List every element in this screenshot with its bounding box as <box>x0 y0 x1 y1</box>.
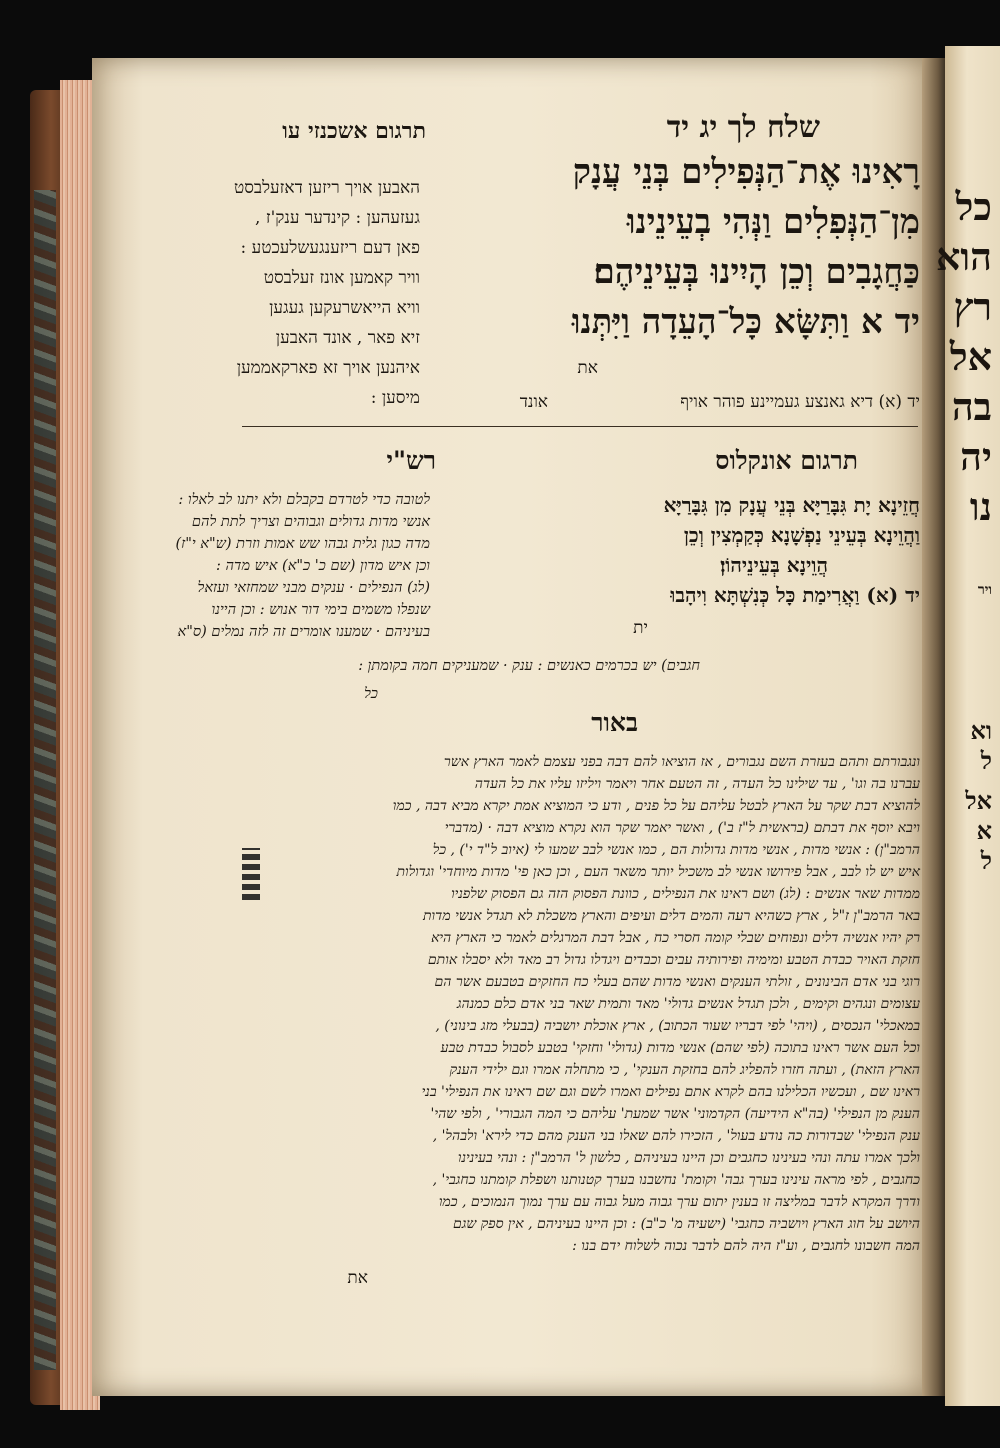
rashi-line: לטובה כדי לטרדם בקבלם ולא יתנו לב לאלו : <box>178 492 430 508</box>
rashi-title: רש"י <box>386 446 436 475</box>
biur-line: המה חשבונו לחגבים , וע"ז היה להם לדבר נכוה לשלוח ידם בנו : <box>572 1238 920 1254</box>
onkelos-title: תרגום אונקלוס <box>715 446 858 475</box>
rashi-line: מדה כגון גלית גבהו שש אמות וזרת (ש"א י"ז) <box>175 536 430 552</box>
onkelos-line: וַהֲוֵינָא בְּעֵינֵי נַפְשָׁנָא כְּקַמְצִין וְכֵן <box>683 523 920 547</box>
onkelos-line: הֲוֵינָא בְּעֵינֵיהוֹן׃ <box>720 553 828 577</box>
facing-page-fragment: ויר <box>977 582 992 598</box>
facing-page-fragment: רץ <box>953 284 992 329</box>
facing-page-fragment: א <box>976 816 992 845</box>
facing-page-fragment: נו <box>969 484 992 529</box>
biur-line: ודרך המקרא לדבר במליצה זו בענין יתום ערך גבוה מעל גבוה עם ערך נמוך הנמוכים , כמו <box>438 1194 920 1210</box>
facing-page-fragment: ל <box>980 846 992 875</box>
facing-page-fragment: אל <box>949 334 992 379</box>
biur-line: ענק הנפילי' שבדורות כה נודע בעול' , הזכירו להם שאלו בני הענק מהם כדי לירא' ולבהל' , <box>432 1128 920 1144</box>
yiddish-line: איהנען אויך זא פארקאממען <box>236 358 420 378</box>
facing-page-edge <box>936 46 1000 1406</box>
biur-line: הענק מן הנפילי' (בה"א הידיעה) הקדמוני' אשר שמעת' עליהם כי המה הגבורי' , ולפי שהי' <box>430 1106 920 1122</box>
rashi-line: וכן איש מדון (שם כ' כ"א) איש מדה : <box>215 558 430 574</box>
facing-page-fragment: הוא <box>936 234 992 279</box>
biur-line: עברנו בה וגו' , עד שילינו כל העדה , זה הטעם אחר ויאמר ויליזו עליו את כל העדה <box>474 776 920 792</box>
hebrew-catchword: את <box>577 358 598 378</box>
hebrew-verse-line: מִן־הַנְּפִלִים וַנְּהִי בְעֵינֵינוּ <box>626 202 920 242</box>
biur-line: במאכלי' הנכסים , (ויהי' לפי דבריו שעור הכתוב) , ארץ אוכלת יושביה (בבעלי מזג בינוני) , <box>435 1018 920 1034</box>
rashi-line: שנפלו משמים בימי דור אנוש : וכן היינו <box>211 602 430 618</box>
biur-line: באר הרמב"ן ז"ל , ארץ כשהיא רעה והמים דלים ועיפים והארץ משכלת לא תגדל אנשי מדות <box>422 908 920 924</box>
facing-page-fragment: אל <box>965 786 992 815</box>
biur-line: ראינו שם , ועכשיו הכלילנו בהם לקרא אתם נפילים ואמרו לשם וגם שם ראינו את הנפילי' בני <box>421 1084 920 1100</box>
library-stamp-mark <box>242 848 260 900</box>
biur-line: להוציא דבת שקר על הארץ לבטל עליהם על כל פנים , ודע כי המוציא אמת יקרא מביא דבה , כמו <box>392 798 920 814</box>
rashi-catchword: כל <box>364 686 378 702</box>
yiddish-line: זיא פאר , אונד האבען <box>275 328 420 348</box>
onkelos-line: חֲזֵינָא יָת גִּבָּרַיָּא בְּנֵי עֲנָק מִן גִּבָּרַיָּא <box>663 493 920 517</box>
biur-line: איש יש לו לבב , אבל פירושו אנשי לב משכיל יותר משאר העם , וכן כאן פי' מדות מיוחדי' וגדולות <box>396 864 920 880</box>
yiddish-line: מיסען : <box>370 388 420 408</box>
marbled-cover <box>34 190 56 1370</box>
hebrew-verse-line: כַּחֲגָבִים וְכֵן הָיִינוּ בְּעֵינֵיהֶם׃ <box>593 252 920 292</box>
hebrew-verse-line: יד א וַתִּשָּׂא כָּל־הָעֵדָה וַיִּתְּנוּ <box>571 302 920 342</box>
section-divider <box>242 426 918 427</box>
biur-line: ולכך אמרו עתה ונהי בעינינו כחגבים וכן היינו בעיניהם , כלשון ל' הרמב"ן : ונהי בעינינו <box>457 1150 920 1166</box>
biur-line: רק יהיו אנשיה דלים ונפוחים שבלי קומה חסרי כח , אבל דבת המרגלים לאמר כי הארץ היא <box>430 930 920 946</box>
biur-line: עצומים ונגהים וקימים , ולכן תגדל אנשים גדולי' מאד ותמית שאר בני אדם כלם כמנהג <box>456 996 920 1012</box>
biur-catchword: את <box>347 1268 368 1288</box>
facing-page-fragment: יה <box>960 434 992 479</box>
biur-line: ויבא יוסף את דבתם (בראשית ל"ז ב') , ואשר יאמר שקר הוא נקרא מוציא דבה · (מדברי <box>444 820 920 836</box>
onkelos-catchword: ית <box>633 618 648 638</box>
onkelos-line: יד (א) וַאֲרִימַת כָּל כְּנִשְׁתָּא וִיהָבוּ <box>670 583 920 607</box>
rashi-line: (לג) הנפילים · ענקים מבני שמחזאי ועזאל <box>197 580 430 596</box>
facing-page-fragment: בה <box>951 384 992 429</box>
yiddish-line: האבען אויך ריזען דאזעלבסט <box>233 178 420 198</box>
facing-page-fragment: כל <box>955 184 992 229</box>
yiddish-line: וויר קאמען אונז זעלבסט <box>263 268 420 288</box>
biur-line: רוגי בני אדם הבינונים , זולתי הענקים ואנשי מדות שהם בעלי כח החזקים בטבעם אשר הם <box>434 974 920 990</box>
yiddish-line: פאן דעם ריזענגעשלעכטע : <box>240 238 420 258</box>
biur-line: הארץ הזאת) , ועתה חזרו להפליג להם בחזקת הענקי' , כי מתחלה אמרו וגם ילידי הענק <box>449 1062 920 1078</box>
yiddish-line: וויא הייאשרעקען געגען <box>269 298 420 318</box>
rashi-line: בעיניהם · שמענו אומרים זה לזה נמלים (ס"א <box>177 624 430 640</box>
biur-line: חזקת האויר כבדת הטבע ומימיה ופירותיה עבים וכבדים ויגדלו גדול רב מאד ולא יסבלו אותם <box>427 952 920 968</box>
rashi-line: חגבים) יש בכרמים כאנשים : ענק · שמעניקים חמה בקומתן : <box>358 658 700 674</box>
yiddish-verse14-catchword: אונד <box>519 392 548 412</box>
yiddish-line: געזעהען : קינדער ענק'ז , <box>255 208 420 228</box>
facing-page-fragment: וא <box>970 716 992 745</box>
book-page <box>92 58 938 1396</box>
yiddish-verse14-line: יד (א) דיא גאנצע געמיינע פוהר אויף <box>680 392 920 412</box>
running-header-right: שלח לך יג יד <box>666 110 820 145</box>
rashi-line: אנשי מדות גדולים וגבוהים וצריך לתת להם <box>191 514 430 530</box>
biur-line: וכל העם אשר ראינו בתוכה (לפי שהם) אנשי מדות (גדולי' וחזקי' בטבע לסבול כבדת טבע <box>440 1040 920 1056</box>
hebrew-verse-line: רָאִינוּ אֶת־הַנְּפִילִים בְּנֵי עֲנָק <box>572 152 920 192</box>
biur-line: כחגבים , לפי מראה עינינו בערך גבה' וקומת' נחשבנו בערך קטנותנו ושפלת קומתנו כחגבי' , <box>432 1172 920 1188</box>
biur-title: באור <box>591 708 638 737</box>
facing-page-fragment: ל <box>980 746 992 775</box>
biur-line: ונגבורתם ותהם בעזרת השם נגבורים , אז הוציאו להם דבה בפני עצמם לאמר הארץ אשר <box>443 754 920 770</box>
biur-line: ממדות שאר אנשים : (לג) ושם ראינו את הנפילים , כוונת הפסוק הזה גם הפסוק שלפניו <box>451 886 920 902</box>
biur-line: היושב על חוג הארץ ויושביה כחגבי' (ישעיה מ' כ"ב) : וכן היינו בעיניהם , אין ספק שגם <box>453 1216 920 1232</box>
biur-line: הרמב"ן) : אנשי מדות , אנשי מדות גדולות הם , כמו אנשי לבב שמעו לי (איוב ל"ד י') , כל <box>432 842 920 858</box>
running-header-left: תרגום אשכנזי עו <box>282 118 426 144</box>
